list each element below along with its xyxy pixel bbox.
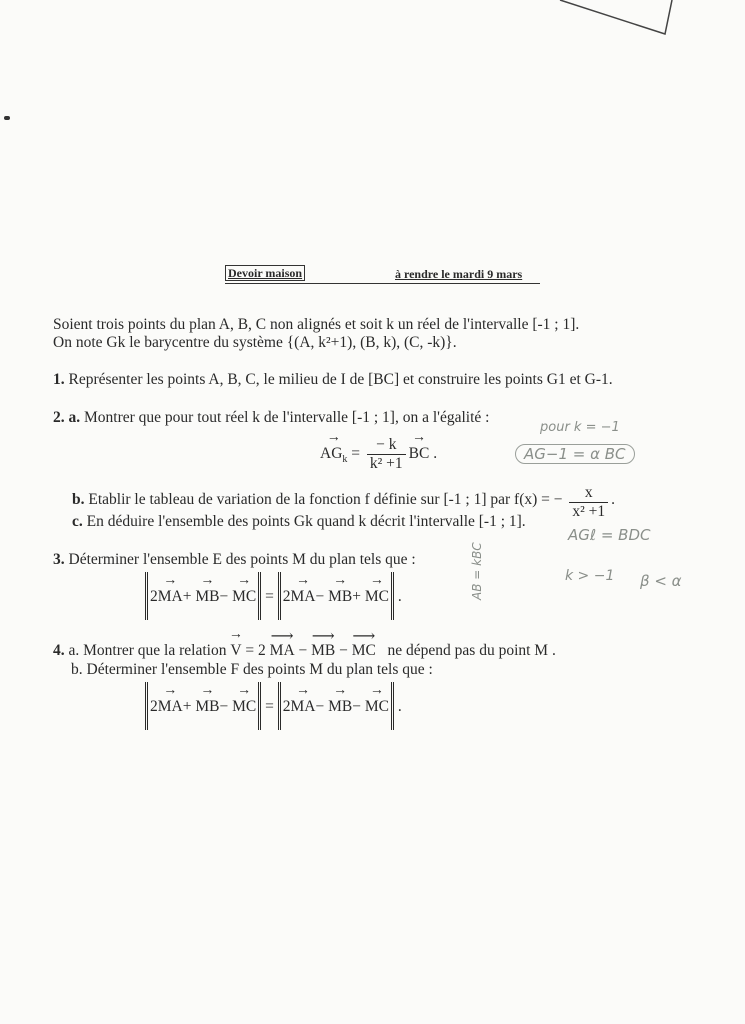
- handwritten-note: AG−1 = α BC: [515, 444, 635, 464]
- paper-corner-edge: [540, 0, 680, 40]
- intro-line-1: Soient trois points du plan A, B, C non alignés et soit k un réel de l'intervalle [-1 ; 1].: [53, 316, 580, 333]
- header: [225, 266, 305, 281]
- formula-set-f: 2→ MA+ → MB− → MC = 2→ MA− → MB− → MC .: [145, 682, 402, 730]
- question-1: 1. Représenter les points A, B, C, le milieu de I de [BC] et construire les points G1 et G-1.: [53, 371, 613, 388]
- formula-set-e: 2→ MA+ → MB− → MC = 2→ MA− → MB+ → MC .: [145, 572, 402, 620]
- formula-agk: → $AG_k$ = $\frac{- k}{\text{k² +1}}$ → BC .: [320, 436, 437, 473]
- intro-line-2: On note Gk le barycentre du système {(A, k²+1), (B, k), (C, -k)}.: [53, 334, 457, 351]
- handwritten-note: β < α: [640, 572, 682, 590]
- handwritten-note: AGℓ = BDC: [568, 526, 651, 544]
- handwritten-note: k > −1: [565, 568, 615, 584]
- handwritten-note: AB = kBC: [470, 542, 484, 600]
- question-4b: b. Déterminer l'ensemble F des points M du plan tels que :: [71, 661, 433, 678]
- question-2c: c. En déduire l'ensemble des points Gk quand k décrit l'intervalle [-1 ; 1].: [72, 513, 526, 530]
- scan-speck: [4, 116, 10, 120]
- header-rule: [225, 283, 540, 284]
- question-2a: 2. a. Montrer que pour tout réel k de l'intervalle [-1 ; 1], on a l'égalité :: [53, 409, 490, 426]
- question-4a: 4. a. Montrer que la relation → V = 2 ⟶ MA − ⟶ MB − ⟶ MC ne dépend pas du point M .: [53, 642, 556, 660]
- question-2b: b. Etablir le tableau de variation de la fonction f définie sur [-1 ; 1] par f(x) = − $\frac{x}{\text{x² +1}}$ .: [72, 484, 616, 520]
- due-date: à rendre le mardi 9 mars: [395, 267, 523, 281]
- title-box: Devoir maison: [225, 265, 305, 281]
- handwritten-note: pour k = −1: [540, 420, 620, 435]
- question-3: 3. Déterminer l'ensemble E des points M du plan tels que :: [53, 551, 416, 568]
